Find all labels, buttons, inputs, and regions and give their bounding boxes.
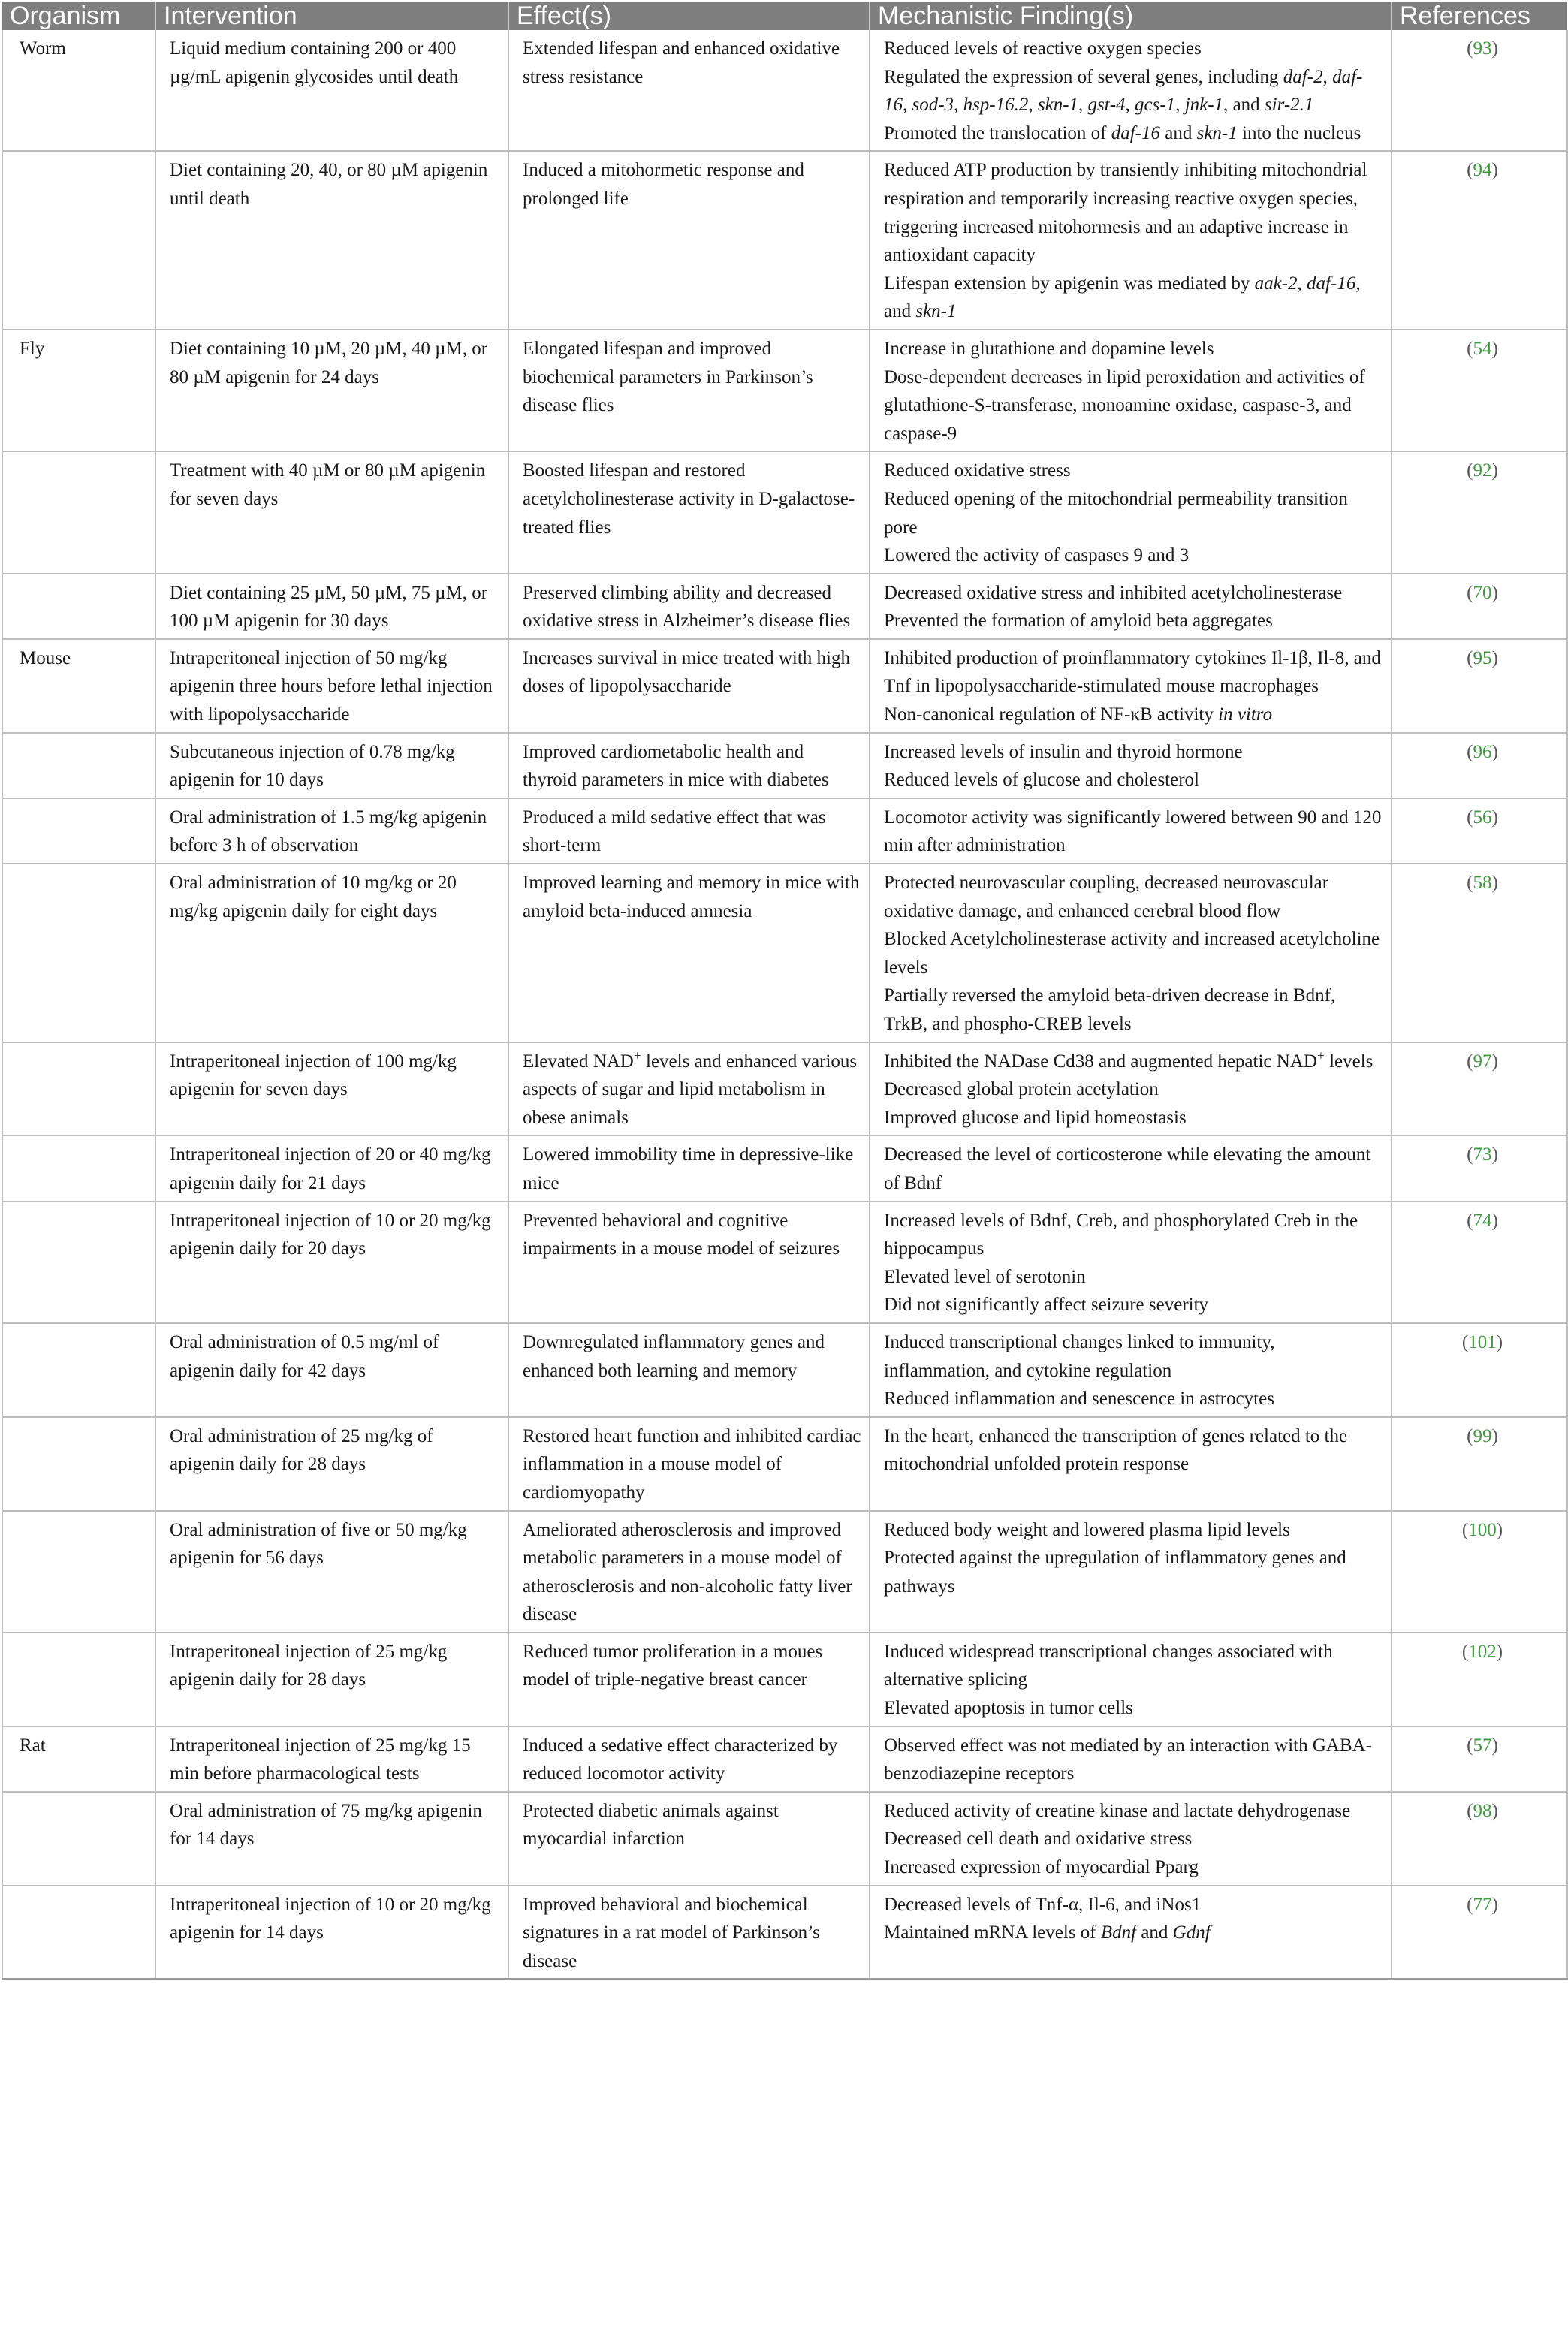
table-row [2,1511,1567,1633]
organism-cell: Rat [2,1726,155,1792]
effects-cell: Elevated NAD+ levels and enhanced various aspects of sugar and lipid metabolism in obese animals [508,1042,870,1136]
intervention-cell: Liquid medium containing 200 or 400 µg/mL apigenin glycosides until death [155,30,508,151]
table-row [2,1417,1567,1511]
intervention-cell: Diet containing 25 µM, 50 µM, 75 µM, or 100 µM apigenin for 30 days [155,574,508,639]
table-row [2,639,1567,733]
mechanism-line: Reduced levels of reactive oxygen species [884,38,1202,59]
mechanisms-cell [870,733,1392,798]
table-row [2,330,1567,451]
reference-link[interactable]: 57 [1473,1735,1492,1756]
effects-cell: Increases survival in mice treated with high doses of lipopolysaccharide [508,639,870,733]
mechanisms-cell [870,1202,1392,1323]
intervention-cell: Diet containing 10 µM, 20 µM, 40 µM, or 80 µM apigenin for 24 days [155,330,508,451]
effects-cell: Extended lifespan and enhanced oxidative stress resistance [508,30,870,151]
table-row [2,451,1567,573]
organism-cell: Fly [2,330,155,451]
mechanism-line: In the heart, enhanced the transcription of genes related to the mitochondrial unfolded protein response [884,1425,1348,1475]
mechanism-line: Reduced oxidative stress [884,460,1071,481]
mechanisms-cell [870,1726,1392,1792]
intervention-cell: Oral administration of 0.5 mg/ml of apigenin daily for 42 days [155,1323,508,1417]
effects-cell: Reduced tumor proliferation in a moues model of triple-negative breast cancer [508,1633,870,1726]
effects-cell: Boosted lifespan and restored acetylcholinesterase activity in D-galactose-treated flies [508,451,870,573]
organism-cell [2,451,155,573]
intervention-cell: Intraperitoneal injection of 25 mg/kg apigenin daily for 28 days [155,1633,508,1726]
table-row [2,1792,1567,1886]
effects-cell: Lowered immobility time in depressive-like mice [508,1135,870,1201]
intervention-cell: Intraperitoneal injection of 10 or 20 mg/kg apigenin for 14 days [155,1886,508,1980]
reference-link[interactable]: 99 [1473,1425,1492,1446]
organism-cell [2,1323,155,1417]
organism-cell [2,1202,155,1323]
reference-link[interactable]: 58 [1473,873,1492,894]
mechanism-line: Elevated apoptosis in tumor cells [884,1698,1133,1719]
organism-cell [2,798,155,864]
reference-cell: (74) [1392,1202,1567,1323]
table-header [2,2,1567,30]
reference-link[interactable]: 56 [1473,807,1492,828]
mechanism-line: Decreased global protein acetylation [884,1079,1159,1100]
reference-link[interactable]: 92 [1473,460,1492,481]
header-references: References [1392,2,1567,30]
table-row [2,151,1567,330]
mechanism-line: Decreased the level of corticosterone while elevating the amount of Bdnf [884,1144,1371,1193]
intervention-cell: Intraperitoneal injection of 20 or 40 mg/kg apigenin daily for 21 days [155,1135,508,1201]
mechanisms-cell [870,1792,1392,1886]
reference-link[interactable]: 77 [1473,1894,1492,1915]
reference-cell: (77) [1392,1886,1567,1980]
mechanism-line: Regulated the expression of several genes, including daf-2, daf-16, sod-3, hsp-16.2, skn-1, gst-4, gcs-1, jnk-1, and sir-2.1 [884,66,1363,116]
mechanisms-cell [870,151,1392,330]
mechanism-line: Decreased cell death and oxidative stress [884,1829,1193,1850]
mechanism-line: Reduced levels of glucose and cholesterol [884,770,1199,791]
reference-cell: (70) [1392,574,1567,639]
effects-cell: Prevented behavioral and cognitive impairments in a mouse model of seizures [508,1202,870,1323]
table-row [2,798,1567,864]
effects-cell: Elongated lifespan and improved biochemical parameters in Parkinson’s disease flies [508,330,870,451]
mechanism-line: Increased levels of Bdnf, Creb, and phosphorylated Creb in the hippocampus [884,1210,1358,1259]
effects-cell: Downregulated inflammatory genes and enhanced both learning and memory [508,1323,870,1417]
effects-cell: Protected diabetic animals against myocardial infarction [508,1792,870,1886]
mechanism-line: Reduced activity of creatine kinase and lactate dehydrogenase [884,1800,1351,1821]
mechanism-line: Reduced ATP production by transiently inhibiting mitochondrial respiration and temporarily increasing reactive oxygen species, triggering increased mitohormesis and an adaptive increase in antioxidant capacity [884,160,1367,266]
mechanism-line: Improved glucose and lipid homeostasis [884,1107,1187,1128]
effects-cell: Induced a mitohormetic response and prolonged life [508,151,870,330]
table-row [2,1886,1567,1980]
header-effects: Effect(s) [508,2,870,30]
mechanisms-cell [870,798,1392,864]
reference-link[interactable]: 70 [1473,582,1492,603]
mechanism-line: Partially reversed the amyloid beta-driven decrease in Bdnf, TrkB, and phospho-CREB levels [884,985,1336,1034]
mechanism-line: Dose-dependent decreases in lipid peroxidation and activities of glutathione-S-transferase, monoamine oxidase, caspase-3, and caspase-9 [884,366,1365,444]
table-row [2,574,1567,639]
reference-cell: (94) [1392,151,1567,330]
organism-cell [2,1511,155,1633]
mechanism-line: Locomotor activity was significantly lowered between 90 and 120 min after administration [884,807,1382,856]
effects-cell: Ameliorated atherosclerosis and improved metabolic parameters in a mouse model of atherosclerosis and non-alcoholic fatty liver disease [508,1511,870,1633]
intervention-cell: Intraperitoneal injection of 100 mg/kg apigenin for seven days [155,1042,508,1136]
mechanism-line: Reduced inflammation and senescence in astrocytes [884,1389,1274,1410]
table-row [2,1042,1567,1136]
reference-cell: (95) [1392,639,1567,733]
intervention-cell: Oral administration of five or 50 mg/kg apigenin for 56 days [155,1511,508,1633]
reference-link[interactable]: 102 [1468,1641,1497,1662]
mechanisms-cell [870,1633,1392,1726]
table-row [2,1202,1567,1323]
reference-link[interactable]: 97 [1473,1051,1492,1072]
reference-cell: (97) [1392,1042,1567,1136]
organism-cell [2,1135,155,1201]
table-row [2,733,1567,798]
intervention-cell: Oral administration of 25 mg/kg of apigenin daily for 28 days [155,1417,508,1511]
mechanism-line: Increased levels of insulin and thyroid hormone [884,741,1243,762]
reference-cell: (99) [1392,1417,1567,1511]
mechanism-line: Decreased oxidative stress and inhibited acetylcholinesterase [884,582,1343,603]
reference-link[interactable]: 98 [1473,1800,1492,1821]
intervention-cell: Intraperitoneal injection of 10 or 20 mg/kg apigenin daily for 20 days [155,1202,508,1323]
organism-cell [2,574,155,639]
mechanism-line: Inhibited the NADase Cd38 and augmented hepatic NAD+ levels [884,1048,1374,1072]
reference-link[interactable]: 93 [1473,38,1492,59]
reference-cell: (93) [1392,30,1567,151]
header-organism: Organism [2,2,155,30]
effects-cell: Induced a sedative effect characterized by reduced locomotor activity [508,1726,870,1792]
header-intervention: Intervention [155,2,508,30]
mechanism-line: Did not significantly affect seizure severity [884,1295,1209,1316]
intervention-cell: Intraperitoneal injection of 25 mg/kg 15 min before pharmacological tests [155,1726,508,1792]
table-row [2,1323,1567,1417]
intervention-cell: Oral administration of 10 mg/kg or 20 mg/kg apigenin daily for eight days [155,864,508,1042]
reference-cell: (102) [1392,1633,1567,1726]
reference-link[interactable]: 101 [1468,1331,1497,1352]
effects-cell: Improved behavioral and biochemical signatures in a rat model of Parkinson’s disease [508,1886,870,1980]
reference-cell: (57) [1392,1726,1567,1792]
organism-cell [2,1886,155,1980]
organism-cell: Mouse [2,639,155,733]
organism-cell [2,1417,155,1511]
mechanisms-cell [870,1511,1392,1633]
mechanism-line: Protected against the upregulation of inflammatory genes and pathways [884,1548,1346,1597]
reference-cell: (58) [1392,864,1567,1042]
intervention-cell: Intraperitoneal injection of 50 mg/kg apigenin three hours before lethal injection with lipopolysaccharide [155,639,508,733]
reference-cell: (54) [1392,330,1567,451]
reference-cell: (101) [1392,1323,1567,1417]
organism-cell: Worm [2,30,155,151]
mechanisms-cell [870,1886,1392,1980]
effects-cell: Preserved climbing ability and decreased oxidative stress in Alzheimer’s disease flies [508,574,870,639]
mechanism-line: Protected neurovascular coupling, decreased neurovascular oxidative damage, and enhanced cerebral blood flow [884,873,1329,921]
reference-cell: (98) [1392,1792,1567,1886]
reference-link[interactable]: 96 [1473,741,1492,762]
reference-link[interactable]: 74 [1473,1210,1492,1231]
table-row [2,1726,1567,1792]
organism-cell [2,1792,155,1886]
effects-cell: Restored heart function and inhibited cardiac inflammation in a mouse model of cardiomyopathy [508,1417,870,1511]
table-row [2,30,1567,151]
reference-cell: (56) [1392,798,1567,864]
mechanisms-cell [870,1042,1392,1136]
reference-link[interactable]: 73 [1473,1144,1492,1165]
mechanism-line: Lowered the activity of caspases 9 and 3 [884,545,1190,566]
organism-cell [2,733,155,798]
reference-link[interactable]: 95 [1473,647,1492,668]
intervention-cell: Diet containing 20, 40, or 80 µM apigenin until death [155,151,508,330]
mechanism-line: Increased expression of myocardial Pparg [884,1857,1199,1878]
intervention-cell: Subcutaneous injection of 0.78 mg/kg apigenin for 10 days [155,733,508,798]
intervention-cell: Treatment with 40 µM or 80 µM apigenin for seven days [155,451,508,573]
organism-cell [2,151,155,330]
table-body [2,30,1567,1979]
effects-cell: Improved cardiometabolic health and thyroid parameters in mice with diabetes [508,733,870,798]
organism-cell [2,1633,155,1726]
mechanism-line: Reduced opening of the mitochondrial permeability transition pore [884,488,1348,538]
organism-cell [2,1042,155,1136]
mechanisms-cell [870,1135,1392,1201]
mechanism-line: Induced widespread transcriptional changes associated with alternative splicing [884,1641,1333,1690]
reference-cell: (73) [1392,1135,1567,1201]
mechanism-line: Inhibited production of proinflammatory cytokines Il-1β, Il-8, and Tnf in lipopolysaccharide-stimulated mouse macrophages [884,647,1381,697]
mechanisms-cell [870,1323,1392,1417]
reference-link[interactable]: 94 [1473,160,1492,181]
reference-link[interactable]: 100 [1468,1519,1497,1540]
mechanism-line: Induced transcriptional changes linked to immunity, inflammation, and cytokine regulation [884,1331,1275,1381]
reference-cell: (92) [1392,451,1567,573]
mechanisms-cell [870,330,1392,451]
mechanisms-cell [870,30,1392,151]
apigenin-studies-table [2,2,1568,1980]
effects-cell: Improved learning and memory in mice with amyloid beta-induced amnesia [508,864,870,1042]
mechanism-line: Non-canonical regulation of NF-κB activity in vitro [884,704,1273,725]
table-row [2,1633,1567,1726]
effects-cell: Produced a mild sedative effect that was short-term [508,798,870,864]
mechanism-line: Observed effect was not mediated by an interaction with GABA-benzodiazepine receptors [884,1735,1373,1784]
reference-cell: (100) [1392,1511,1567,1633]
mechanism-line: Decreased levels of Tnf-α, Il-6, and iNos1 [884,1894,1202,1915]
mechanisms-cell [870,451,1392,573]
mechanism-line: Reduced body weight and lowered plasma lipid levels [884,1519,1290,1540]
mechanism-line: Blocked Acetylcholinesterase activity and increased acetylcholine levels [884,929,1380,978]
table-row [2,1135,1567,1201]
mechanism-line: Maintained mRNA levels of Bdnf and Gdnf [884,1922,1211,1943]
intervention-cell: Oral administration of 75 mg/kg apigenin for 14 days [155,1792,508,1886]
mechanisms-cell [870,864,1392,1042]
reference-link[interactable]: 54 [1473,338,1492,359]
mechanism-line: Increase in glutathione and dopamine levels [884,338,1214,359]
intervention-cell: Oral administration of 1.5 mg/kg apigenin before 3 h of observation [155,798,508,864]
mechanisms-cell [870,639,1392,733]
mechanism-line: Prevented the formation of amyloid beta aggregates [884,611,1273,632]
mechanism-line: Lifespan extension by apigenin was mediated by aak-2, daf-16, and skn-1 [884,273,1361,322]
header-mechanisms: Mechanistic Finding(s) [870,2,1392,30]
mechanisms-cell [870,1417,1392,1511]
table-row [2,864,1567,1042]
mechanism-line: Promoted the translocation of daf-16 and skn-1 into the nucleus [884,122,1361,143]
mechanisms-cell [870,574,1392,639]
reference-cell: (96) [1392,733,1567,798]
mechanism-line: Elevated level of serotonin [884,1266,1086,1287]
organism-cell [2,864,155,1042]
